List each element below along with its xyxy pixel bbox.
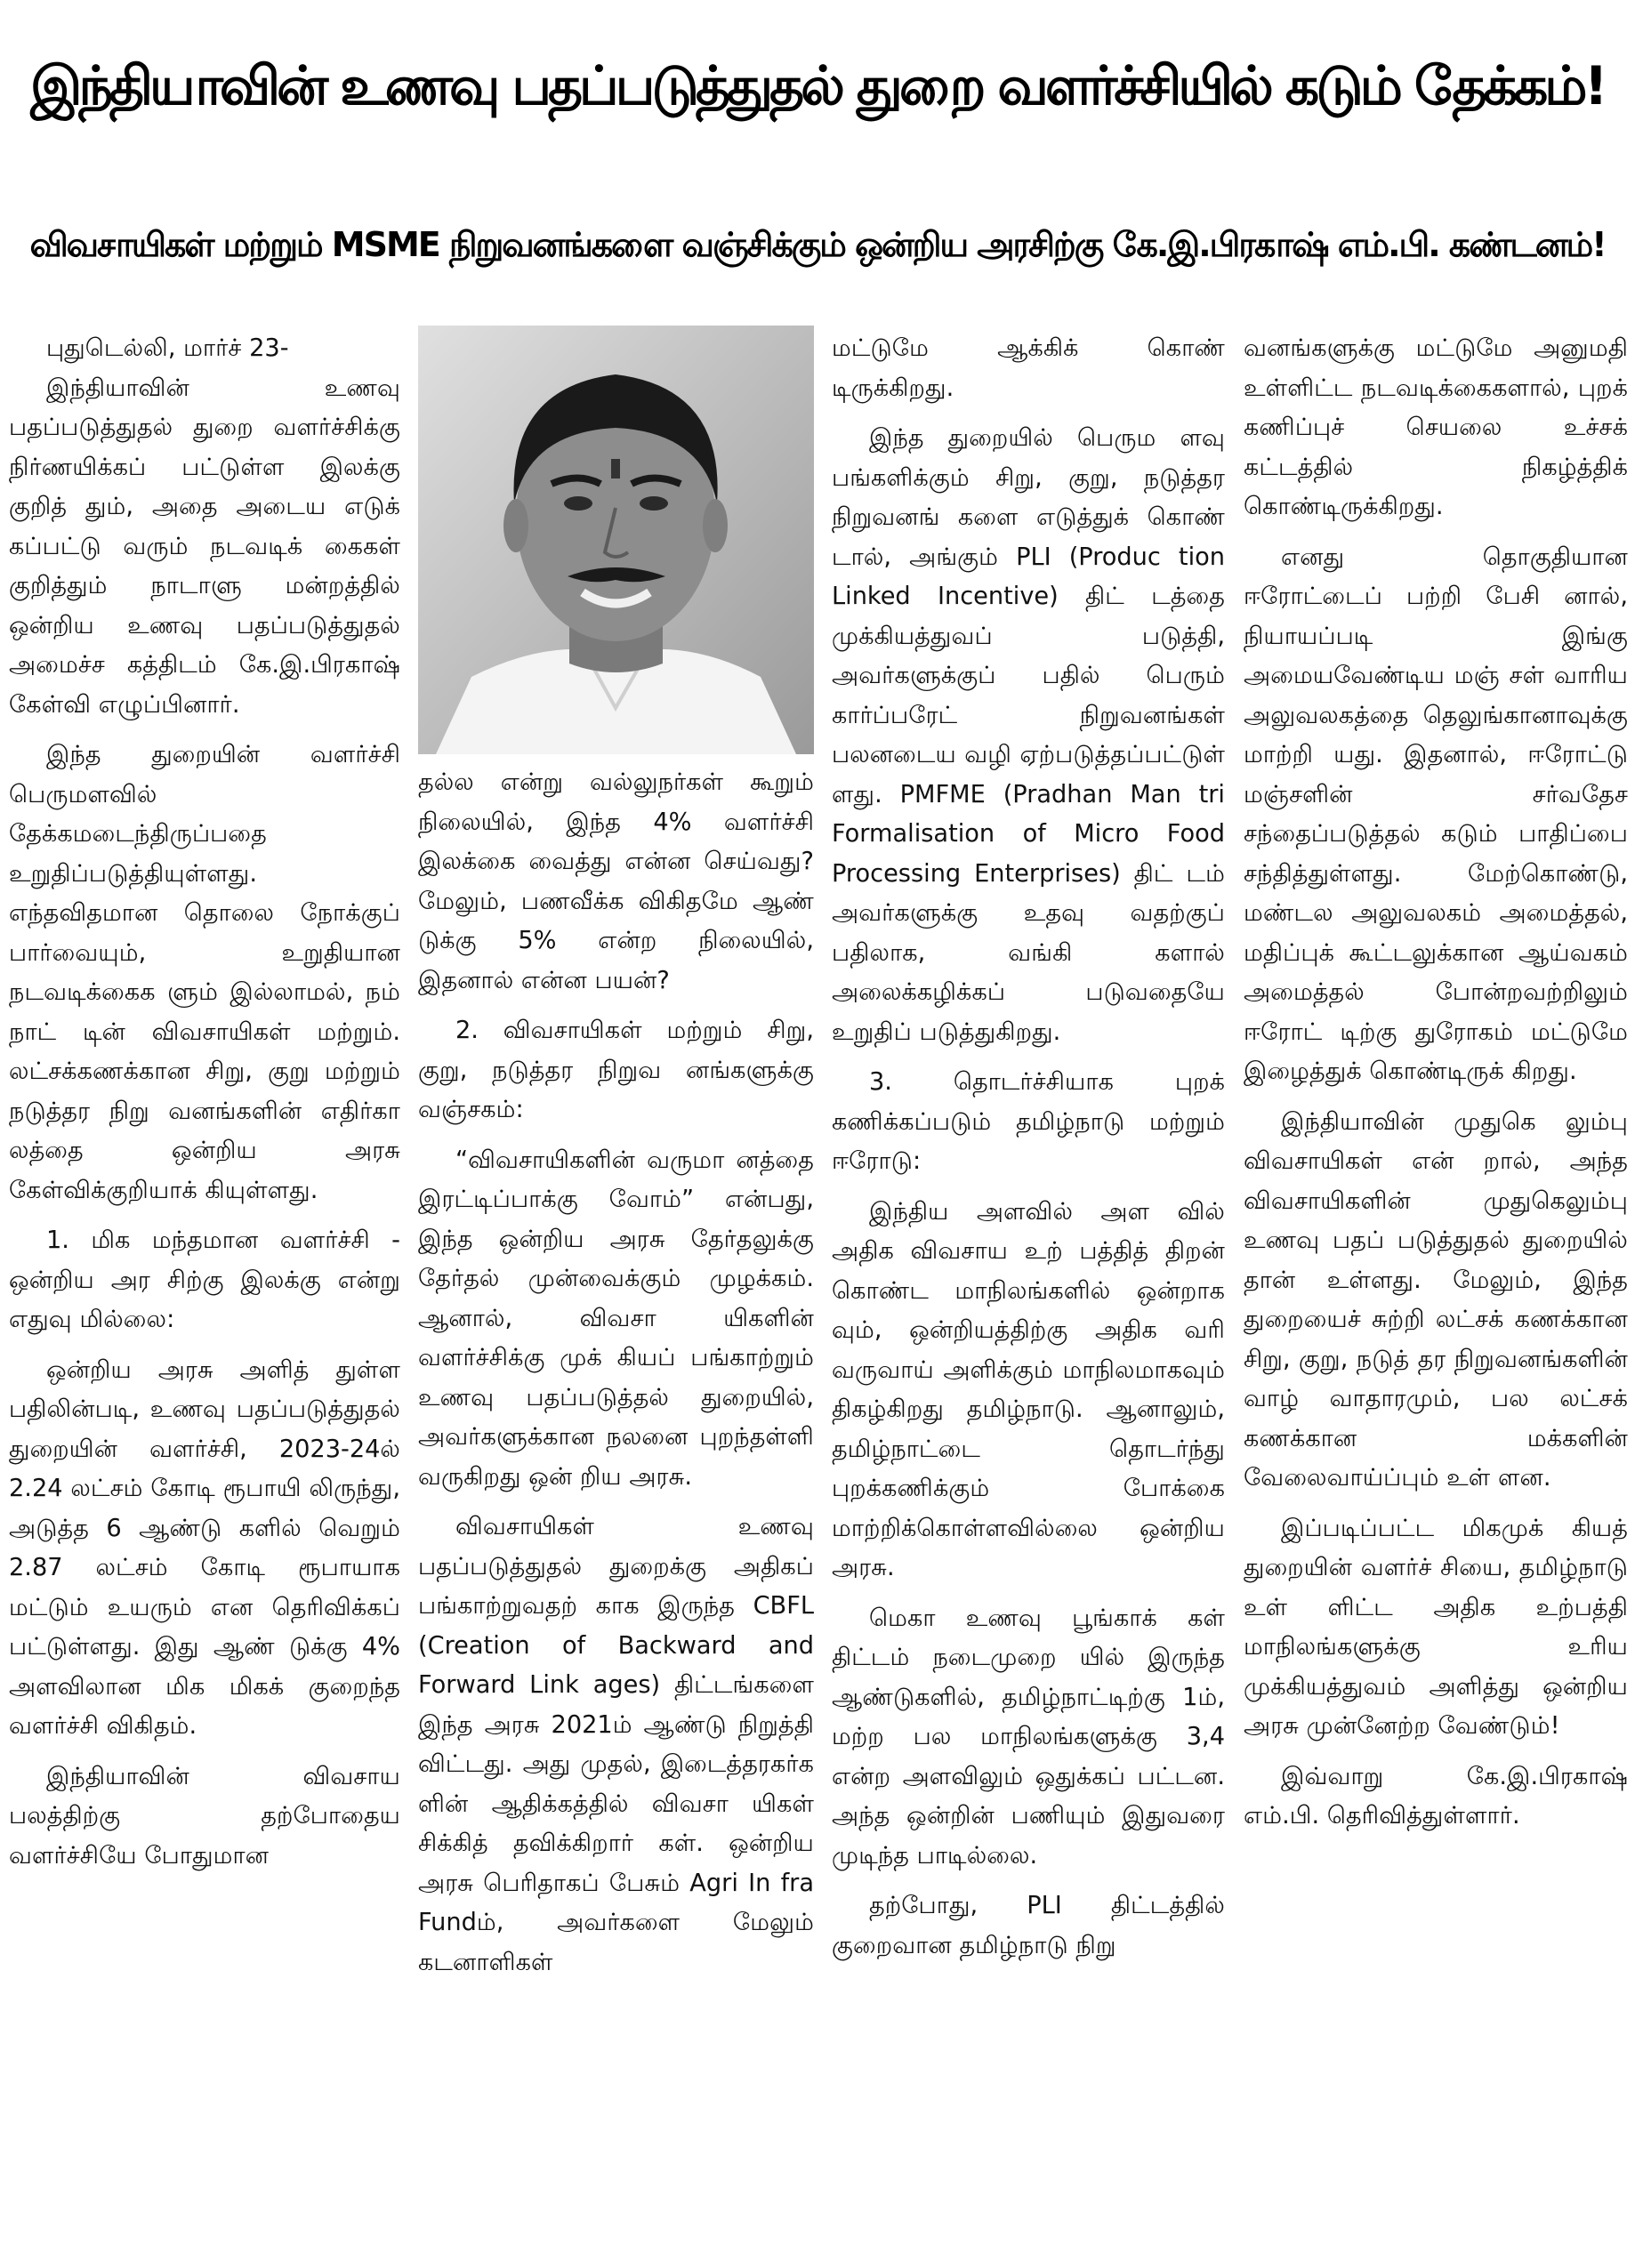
article-column-2 xyxy=(418,763,814,2259)
paragraph: இந்திய அளவில் அள வில் அதிக விவசாய உற் பத்தித் திறன் கொண்ட மாநிலங்களில் ஒன்றாக வும், ஒன்றியத்திற்கு அதிக வரி வருவாய் அளிக்கும் மாநிலமாகவும் திகழ்கிறது தமிழ்நாடு. ஆனாலும், தமிழ்நாட்டை தொடர்ந்து புறக்கணிக்கும் போக்கை மாற்றிக்கொள்ளவில்லை ஒன்றிய அரசு. xyxy=(832,1197,1225,1581)
section-heading: 1. மிக மந்தமான வளர்ச்சி - ஒன்றிய அர சிற்கு இலக்கு என்று எதுவு மில்லை: xyxy=(9,1226,400,1333)
paragraph: எனது தொகுதியான ஈரோட்டைப் பற்றி பேசி னால், நியாயப்படி இங்கு அமையவேண்டிய மஞ் சள் வாரிய அலுவலகத்தை தெலுங்கானாவுக்கு மாற்றி யது. இதனால், ஈரோட்டு மஞ்சளின் சர்வதேச சந்தைப்படுத்தல் கடும் பாதிப்பை சந்தித்துள்ளது. மேற்கொண்டு, மண்டல அலுவலகம் அமைத்தல், மதிப்புக் கூட்டலுக்கான ஆய்வகம் அமைத்தல் போன்றவற்றிலும் ஈரோட் டிற்கு துரோகம் மட்டுமே இழைத்துக் கொண்டிருக் கிறது. xyxy=(1244,543,1628,1085)
paragraph: இந்தியாவின் விவசாய பலத்திற்கு தற்போதைய வளர்ச்சியே போதுமான xyxy=(9,1762,400,1870)
section-heading: 2. விவசாயிகள் மற்றும் சிறு, குறு, நடுத்தர நிறுவ னங்களுக்கு வஞ்சகம்: xyxy=(418,1017,814,1123)
paragraph: இந்த துறையின் வளர்ச்சி பெருமளவில் தேக்கமடைந்திருப்பதை உறுதிப்படுத்தியுள்ளது. எந்தவிதமான தொலை நோக்குப் பார்வையும், உறுதியான நடவடிக்கைக ளும் இல்லாமல், நம் நாட் டின் விவசாயிகள் மற்றும். லட்சக்கணக்கான சிறு, குறு மற்றும் நடுத்தர நிறு வனங்களின் எதிர்கா லத்தை ஒன்றிய அரசு கேள்விக்குறியாக் கியுள்ளது. xyxy=(9,741,400,1204)
paragraph: தல்ல என்று வல்லுநர்கள் கூறும் நிலையில், இந்த 4% வளர்ச்சி இலக்கை வைத்து என்ன செய்வது? மேலும், பணவீக்க விகிதமே ஆண் டுக்கு 5% என்ற நிலையில், இதனால் என்ன பயன்? xyxy=(418,768,814,994)
paragraph: மட்டுமே ஆக்கிக் கொண் டிருக்கிறது. xyxy=(832,334,1225,402)
headline: இந்தியாவின் உணவு பதப்படுத்துதல் துறை வளர்ச்சியில் கடும் தேக்கம்! xyxy=(30,55,1605,117)
paragraph: மெகா உணவு பூங்காக் கள் திட்டம் நடைமுறை யில் இருந்த ஆண்டுகளில், தமிழ்நாட்டிற்கு 1ம், மற்ற பல மாநிலங்களுக்கு 3,4 என்ற அளவிலும் ஒதுக்கப் பட்டன. அந்த ஒன்றின் பணியும் இதுவரை முடிந்த பாடில்லை. xyxy=(832,1604,1225,1870)
article-column-3 xyxy=(832,329,1225,2259)
paragraph: விவசாயிகள் உணவு பதப்படுத்துதல் துறைக்கு அதிகப் பங்காற்றுவதற் காக இருந்த CBFL (Creation of Backward and Forward Link ages) திட்டங்களை இந்த அரசு 2021ம் ஆண்டு நிறுத்தி விட்டது. அது முதல், இடைத்தரகர்க ளின் ஆதிக்கத்தில் விவசா யிகள் சிக்கித் தவிக்கிறார் கள். ஒன்றிய அரசு பெரிதாகப் பேசும் Agri In fra Fundம், அவர்களை மேலும் கடனாளிகள் xyxy=(418,1513,814,1976)
paragraph: இந்த துறையில் பெரும ளவு பங்களிக்கும் சிறு, குறு, நடுத்தர நிறுவனங் களை எடுத்துக் கொண் டால், அங்கும் PLI (Produc tion Linked Incentive) திட் டத்தை முக்கியத்துவப் படுத்தி, அவர்களுக்குப் பதில் பெரும் கார்ப்பரேட் நிறுவனங்கள் பலனடைய வழி ஏற்படுத்தப்பட்டுள் ளது. PMFME (Pradhan Man tri Formalisation of Micro Food Processing Enterprises) திட் டம் அவர்களுக்கு உதவு வதற்குப் பதிலாக, வங்கி களால் அலைக்கழிக்கப் படுவதையே உறுதிப் படுத்துகிறது. xyxy=(832,424,1225,1046)
paragraph: இந்தியாவின் முதுகெ லும்பு விவசாயிகள் என் றால், அந்த விவசாயிகளின் முதுகெலும்பு உணவு பதப் படுத்துதல் துறையில் தான் உள்ளது. மேலும், இந்த துறையைச் சுற்றி லட்சக் கணக்கான சிறு, குறு, நடுத் தர நிறுவனங்களின் வாழ் வாதாரமும், பல லட்சக் கணக்கான மக்களின் வேலைவாய்ப்பும் உள் ளன. xyxy=(1244,1107,1628,1492)
paragraph: இந்தியாவின் உணவு பதப்படுத்துதல் துறை வளர்ச்சிக்கு நிர்ணயிக்கப் பட்டுள்ள இலக்கு குறித் தும், அதை அடைய எடுக் கப்பட்டு வரும் நடவடிக் கைகள் குறித்தும் நாடாளு மன்றத்தில் ஒன்றிய உணவு பதப்படுத்துதல் அமைச்ச கத்திடம் கே.இ.பிரகாஷ் கேள்வி எழுப்பினார். xyxy=(9,374,400,719)
paragraph: வனங்களுக்கு மட்டுமே அனுமதி உள்ளிட்ட நடவடிக்கைகளால், புறக் கணிப்புச் செயலை உச்சக் கட்டத்தில் நிகழ்த்திக் கொண்டிருக்கிறது. xyxy=(1244,334,1628,520)
portrait-photo xyxy=(418,326,814,754)
byline-closing: இவ்வாறு கே.இ.பிரகாஷ் எம்.பி. தெரிவித்துள்ளார். xyxy=(1244,1762,1628,1830)
paragraph: தற்போது, PLI திட்டத்தில் குறைவான தமிழ்நாடு நிறு xyxy=(832,1892,1225,1959)
article-column-1 xyxy=(9,329,400,2259)
paragraph: “விவசாயிகளின் வருமா னத்தை இரட்டிப்பாக்கு வோம்” என்பது, இந்த ஒன்றிய அரசு தேர்தலுக்கு தேர்தல் முன்வைக்கும் முழக்கம். ஆனால், விவசா யிகளின் வளர்ச்சிக்கு முக் கியப் பங்காற்றும் உணவு பதப்படுத்தல் துறையில், அவர்களுக்கான நலனை புறந்தள்ளி வருகிறது ஒன் றிய அரசு. xyxy=(418,1146,814,1491)
section-heading: 3. தொடர்ச்சியாக புறக் கணிக்கப்படும் தமிழ்நாடு மற்றும் ஈரோடு: xyxy=(832,1068,1225,1175)
subheadline: விவசாயிகள் மற்றும் MSME நிறுவனங்களை வஞ்சிக்கும் ஒன்றிய அரசிற்கு கே.இ.பிரகாஷ் எம்.பி. கண்டனம்! xyxy=(29,225,1606,264)
paragraph: இப்படிப்பட்ட மிகமுக் கியத் துறையின் வளர்ச் சியை, தமிழ்நாடு உள் ளிட்ட அதிக உற்பத்தி மாநிலங்களுக்கு உரிய முக்கியத்துவம் அளித்து ஒன்றிய அரசு முன்னேற்ற வேண்டும்! xyxy=(1244,1514,1628,1740)
dateline: புதுடெல்லி, மார்ச் 23- xyxy=(46,334,289,362)
article-column-4 xyxy=(1244,329,1628,2259)
paragraph: ஒன்றிய அரசு அளித் துள்ள பதிலின்படி, உணவு பதப்படுத்துதல் துறையின் வளர்ச்சி, 2023-24ல் 2.24 லட்சம் கோடி ரூபாயி லிருந்து, அடுத்த 6 ஆண்டு களில் வெறும் 2.87 லட்சம் கோடி ரூபாயாக மட்டும் உயரும் என தெரிவிக்கப் பட்டுள்ளது. இது ஆண் டுக்கு 4% அளவிலான மிக மிகக் குறைந்த வளர்ச்சி விகிதம். xyxy=(9,1355,400,1740)
